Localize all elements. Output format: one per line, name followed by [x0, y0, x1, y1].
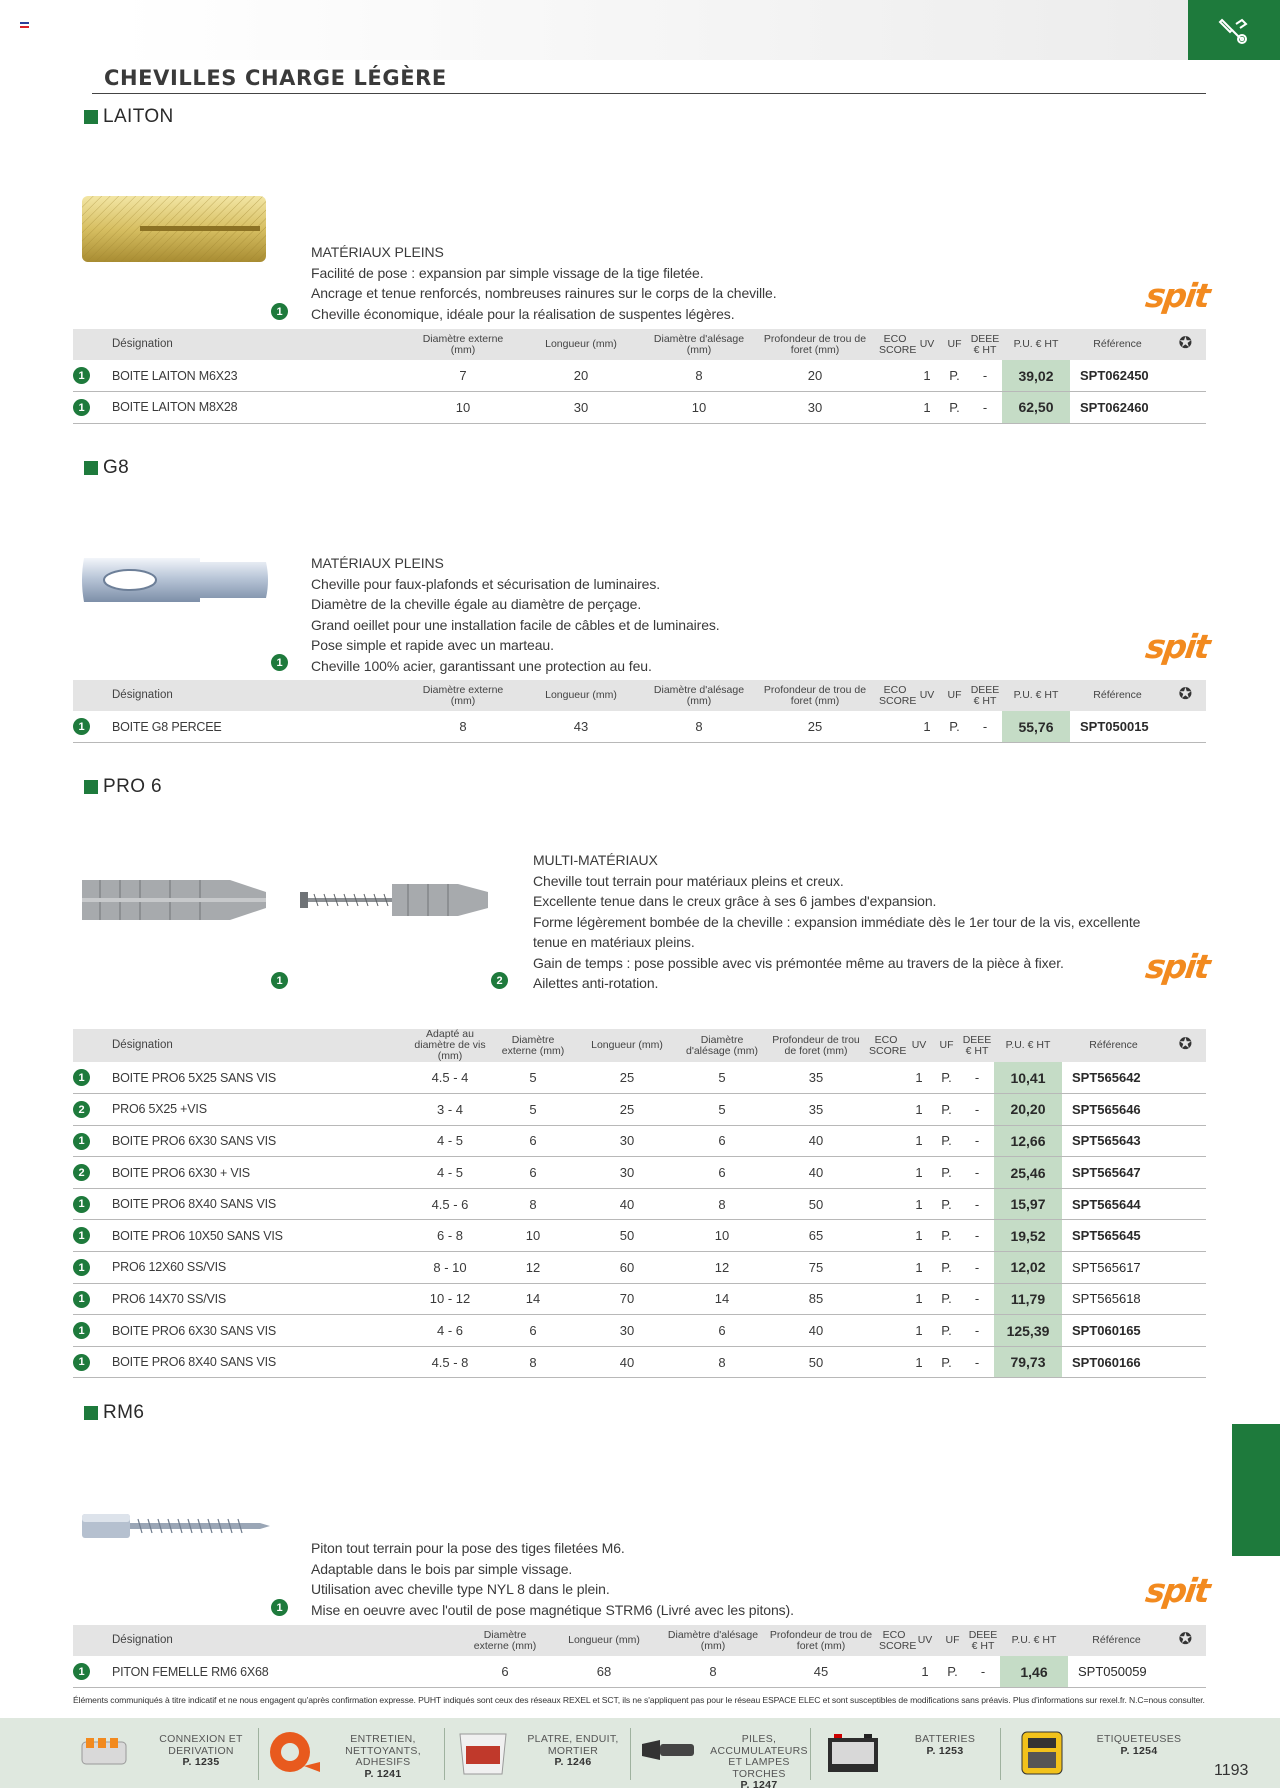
table-row[interactable]: 1 BOITE LAITON M8X28 10 30 10 30 1 P. - 62,50 SPT062460	[73, 392, 1206, 424]
pro6-plug-image	[80, 872, 272, 928]
table-row[interactable]: 1 PRO6 14X70 SS/VIS 10 - 12 14 70 14 85 1 P. - 11,79 SPT565618	[73, 1283, 1206, 1315]
title-rule	[92, 93, 1206, 94]
settings-icon[interactable]: ✪	[1178, 1631, 1193, 1648]
pro6-description: MULTI-MATÉRIAUX Cheville tout terrain pour matériaux pleins et creux. Excellente tenue dans le creux grâce à ses 6 jambes d'expansion. Forme légèrement bombée de la cheville : expansion immédiate dès le 1er tour de la vis, excellente tenue en matériaux pleins. Gain de temps : pose possible avec vis prémontée même au travers de la pièce à fixer. Ailettes anti-rotation.	[533, 852, 1141, 991]
disclaimer: Éléments communiqués à titre indicatif et ne nous engagent qu'après confirmation expresse. PUHT indiqués sont ceux des réseaux REXEL et SCT, ils ne s'appliquent pas pour le réseau ESPACE ELEC et sont susceptibles de modifications sans préavis. Plus d'informations sur rexel.fr. N.C=nous consulter.	[73, 1695, 1205, 1705]
footer-link-piles[interactable]: PILES, ACCUMULATEURS ET LAMPES TORCHES P. 1247	[630, 1718, 810, 1788]
table-row[interactable]: 1 BOITE PRO6 6X30 SANS VIS 4 - 6 6 30 6 40 1 P. - 125,39 SPT060165	[73, 1315, 1206, 1347]
page-title: CHEVILLES CHARGE LÉGÈRE	[104, 66, 447, 90]
footer-nav	[0, 1718, 1280, 1788]
image-badge: 2	[491, 972, 508, 989]
rm6-piton-image	[80, 1508, 272, 1544]
table-row[interactable]: 1 BOITE LAITON M6X23 7 20 8 20 1 P. - 39,02 SPT062450	[73, 360, 1206, 392]
tape-icon	[264, 1728, 322, 1776]
rm6-description: Piton tout terrain pour la pose des tiges filetées M6. Adaptable dans le bois par simple vissage. Utilisation avec cheville type NYL 8 dans le plein. Mise en oeuvre avec l'outil de pose magnétique STRM6 (Livré avec les pitons).	[311, 1540, 794, 1618]
spit-logo: spit	[1143, 276, 1212, 315]
section-title-rm6: RM6	[84, 1402, 144, 1424]
table-row[interactable]: 1 BOITE PRO6 10X50 SANS VIS 6 - 8 10 50 10 65 1 P. - 19,52 SPT565645	[73, 1220, 1206, 1252]
laiton-table	[73, 329, 1206, 424]
table-header: Désignation Adapté au diamètre de vis (mm) Diamètre externe (mm) Longueur (mm) Diamètre d'alésage (mm) Profondeur de trou de foret (mm) ECO SCORE UV UF DEEE € HT P.U. € HT Référence ✪	[73, 1029, 1206, 1062]
spit-logo: spit	[1143, 1571, 1212, 1610]
footer-link-batteries[interactable]: BATTERIES P. 1253	[810, 1718, 1000, 1788]
table-row[interactable]: 1 BOITE PRO6 5X25 SANS VIS 4.5 - 4 5 25 5 35 1 P. - 10,41 SPT565642	[73, 1062, 1206, 1094]
flashlight-icon	[640, 1728, 698, 1776]
g8-table	[73, 680, 1206, 743]
page-number: 1193	[1214, 1762, 1249, 1779]
table-row[interactable]: 1 BOITE PRO6 6X30 SANS VIS 4 - 5 6 30 6 40 1 P. - 12,66 SPT565643	[73, 1125, 1206, 1157]
table-row[interactable]: 1 BOITE PRO6 8X40 SANS VIS 4.5 - 8 8 40 8 50 1 P. - 79,73 SPT060166	[73, 1346, 1206, 1378]
laiton-description: MATÉRIAUX PLEINS Facilité de pose : expansion par simple vissage de la tige filetée. Ancrage et tenue renforcés, nombreuses rainures sur le corps de la cheville. Cheville économique, idéale pour la réalisation de suspentes légères.	[311, 244, 777, 322]
image-badge: 1	[271, 654, 288, 671]
footer-link-entretien[interactable]: ENTRETIEN, NETTOYANTS, ADHESIFS P. 1241	[258, 1718, 444, 1788]
side-tab[interactable]	[1232, 1424, 1280, 1556]
brass-anchor-image	[80, 192, 272, 266]
g8-anchor-image	[80, 548, 272, 612]
section-title-pro6: PRO 6	[84, 776, 162, 798]
section-title-g8: G8	[84, 457, 129, 479]
table-row[interactable]: 1 BOITE G8 PERCEE 8 43 8 25 1 P. - 55,76 SPT050015	[73, 711, 1206, 743]
table-row[interactable]: 2 PRO6 5X25 +VIS 3 - 4 5 25 5 35 1 P. - 20,20 SPT565646	[73, 1094, 1206, 1126]
connector-icon	[78, 1728, 136, 1776]
spit-logo: spit	[1143, 627, 1212, 666]
section-title-laiton: LAITON	[84, 106, 174, 128]
table-header: Désignation Diamètre externe (mm) Longueur (mm) Diamètre d'alésage (mm) Profondeur de trou de foret (mm) ECO SCORE UV UF DEEE € HT P.U. € HT Référence ✪	[73, 1625, 1206, 1656]
settings-icon[interactable]: ✪	[1178, 1036, 1193, 1053]
spit-logo: spit	[1143, 947, 1212, 986]
footer-link-connexion[interactable]: CONNEXION ET DERIVATION P. 1235	[0, 1718, 255, 1788]
rm6-table	[73, 1625, 1206, 1688]
table-row[interactable]: 2 BOITE PRO6 6X30 + VIS 4 - 5 6 30 6 40 1 P. - 25,46 SPT565647	[73, 1157, 1206, 1189]
top-band	[0, 0, 1190, 60]
fixing-tool-icon	[1218, 14, 1250, 46]
settings-icon[interactable]: ✪	[1178, 686, 1193, 703]
image-badge: 1	[271, 303, 288, 320]
image-badge: 1	[271, 1599, 288, 1616]
table-header: Désignation Diamètre externe (mm) Longueur (mm) Diamètre d'alésage (mm) Profondeur de trou de foret (mm) ECO SCORE UV UF DEEE € HT P.U. € HT Référence ✪	[73, 329, 1206, 360]
table-row[interactable]: 1 PRO6 12X60 SS/VIS 8 - 10 12 60 12 75 1 P. - 12,02 SPT565617	[73, 1252, 1206, 1284]
pro6-table	[73, 1029, 1206, 1378]
table-header: Désignation Diamètre externe (mm) Longueur (mm) Diamètre d'alésage (mm) Profondeur de trou de foret (mm) ECO SCORE UV UF DEEE € HT P.U. € HT Référence ✪	[73, 680, 1206, 711]
footer-link-etiqueteuses[interactable]: ETIQUETEUSES P. 1254	[1000, 1718, 1200, 1788]
g8-description: MATÉRIAUX PLEINS Cheville pour faux-plafonds et sécurisation de luminaires. Diamètre de la cheville égale au diamètre de perçage. Grand oeillet pour une installation facile de câbles et de luminaires. Pose simple et rapide avec un marteau. Cheville 100% acier, garantissant une protection au feu.	[311, 555, 720, 674]
settings-icon[interactable]: ✪	[1178, 335, 1193, 352]
category-corner[interactable]	[1188, 0, 1280, 60]
flag-icon	[20, 22, 29, 28]
bucket-icon	[454, 1728, 512, 1776]
table-row[interactable]: 1 PITON FEMELLE RM6 6X68 6 68 8 45 1 P. - 1,46 SPT050059	[73, 1656, 1206, 1688]
label-printer-icon	[1014, 1728, 1072, 1776]
image-badge: 1	[271, 972, 288, 989]
pro6-plug-with-screw-image	[298, 880, 492, 920]
battery-icon	[824, 1728, 882, 1776]
table-row[interactable]: 1 BOITE PRO6 8X40 SANS VIS 4.5 - 6 8 40 8 50 1 P. - 15,97 SPT565644	[73, 1188, 1206, 1220]
footer-link-platre[interactable]: PLATRE, ENDUIT, MORTIER P. 1246	[444, 1718, 630, 1788]
